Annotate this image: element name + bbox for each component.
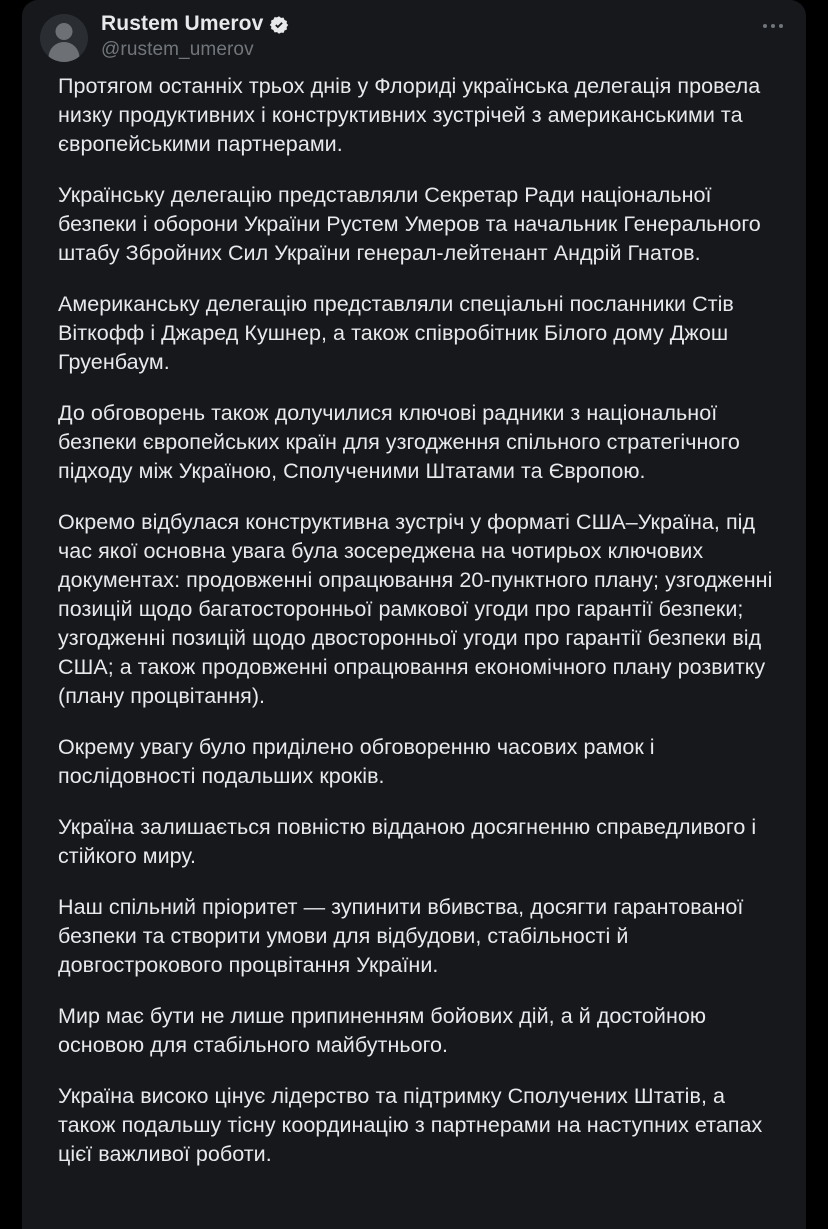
author-display-name[interactable]: Rustem Umerov — [101, 12, 264, 35]
post-paragraph: Українську делегацію представляли Секретар Ради національної безпеки і оборони України Рустем Умеров та начальник Генерального штабу Збройних Сил України генерал-лейтенант Андрій Гнатов. — [58, 183, 767, 265]
avatar[interactable] — [40, 14, 88, 62]
post-paragraph: Протягом останніх трьох днів у Флориді українська делегація провела низку продуктивних і конструктивних зустрічей з американськими та європейськими партнерами. — [58, 74, 767, 156]
more-dot — [779, 24, 783, 28]
more-options-icon[interactable] — [756, 14, 790, 38]
post-paragraph: До обговорень також долучилися ключові радники з національної безпеки європейських країн для узгодження спільного стратегічного підходу між Україною, Сполученими Штатами та Європою. — [58, 401, 746, 483]
post-paragraph: Американську делегацію представляли спеціальні посланники Стів Віткофф і Джаред Кушнер, а також співробітник Білого дому Джош Груенбаум. — [58, 292, 740, 374]
verified-badge-icon — [269, 15, 289, 35]
author-name-block — [101, 12, 289, 61]
display-name-row — [101, 13, 289, 34]
post-text — [22, 64, 806, 1169]
post-paragraph: Наш спільний пріоритет — зупинити вбивства, досягти гарантованої безпеки та створити умови для відбудови, стабільності й довгострокового процвітання України. — [58, 895, 750, 977]
more-dot — [771, 24, 775, 28]
post-card — [22, 0, 806, 1229]
post-paragraph: Окремо відбулася конструктивна зустріч у форматі США–Україна, під час якої основна увага була зосереджена на чотирьох ключових документах: продовженні опрацювання 20-пунктного плану; узгодженні позицій щодо багатосторонньої рамкової угоди про гарантії безпеки; узгодженні позицій щодо двосторонньої угоди про гарантії безпеки від США; а також продовженні опрацювання економічного плану розвитку (плану процвітання). — [58, 510, 779, 708]
post-header — [22, 0, 806, 64]
avatar-head-shape — [56, 23, 73, 40]
more-dot — [763, 24, 767, 28]
avatar-body-shape — [49, 42, 80, 62]
author-handle[interactable]: @rustem_umerov — [101, 39, 254, 60]
post-paragraph: Україна високо цінує лідерство та підтримку Сполучених Штатів, а також подальшу тісну координацію з партнерами на наступних етапах цієї важливої роботи. — [58, 1084, 769, 1166]
post-paragraph: Україна залишається повністю відданою досягненню справедливого і стійкого миру. — [58, 815, 763, 868]
post-paragraph: Окрему увагу було приділено обговоренню часових рамок і послідовності подальших кроків. — [58, 735, 661, 788]
post-paragraph: Мир має бути не лише припиненням бойових дій, а й достойною основою для стабільного майбутнього. — [58, 1004, 713, 1057]
